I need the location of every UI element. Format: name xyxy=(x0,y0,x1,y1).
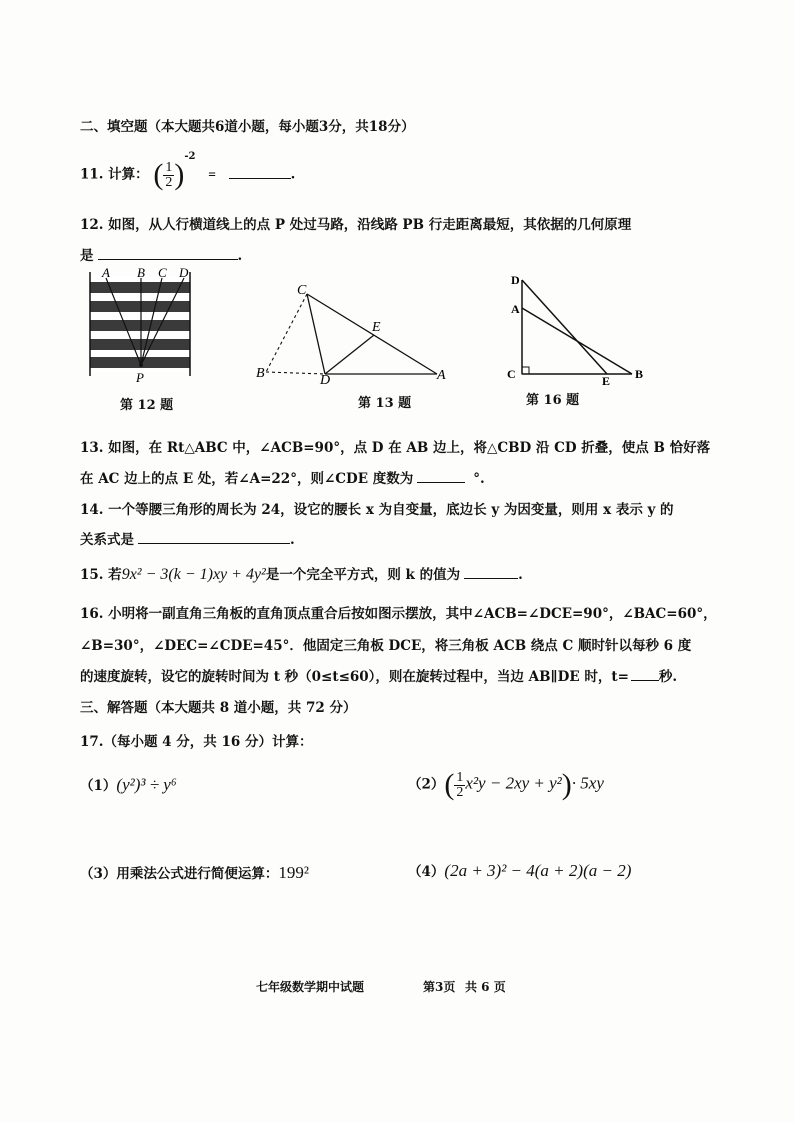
fig16-label-b: B xyxy=(635,367,644,381)
question-16-line2: ∠B=30°，∠DEC=∠CDE=45°．他固定三角板 DCE，将三角板 ACB 绕点 C 顺时针以每秒 6 度 xyxy=(80,638,692,654)
footer-exam-title: 七年级数学期中试题 xyxy=(256,980,365,994)
section-title-solutions: 三、解答题（本大题共 8 道小题，共 72 分） xyxy=(80,700,357,716)
fig16-label-d: D xyxy=(511,273,520,287)
question-15: 15. 若9x² − 3(k − 1)xy + 4y²是一个完全平方式，则 k 的值为 . xyxy=(80,566,523,583)
q17-part1: （1）(y²)³ ÷ y⁶ xyxy=(80,775,177,794)
section-title-fill-in: 二、填空题（本大题共6道小题，每小题3分，共18分） xyxy=(80,119,415,135)
figure-12-crosswalk xyxy=(86,266,194,384)
q17-part3: （3）用乘法公式进行简便运算：199² xyxy=(80,863,310,882)
q17-p1-expression: (y²)³ ÷ y⁶ xyxy=(116,775,177,794)
fig16-label-e: E xyxy=(602,374,611,386)
q11-prefix: 11. 计算： xyxy=(80,166,149,183)
question-16-line3: 的速度旋转，设它的旋转时间为 t 秒（0≤t≤60），则在旋转过程中，当边 AB∥DE 时，t= 秒. xyxy=(80,669,678,685)
q17-p3-expression: 199² xyxy=(278,863,310,882)
q11-exponent: -2 xyxy=(184,151,196,162)
fig16-label-c: C xyxy=(507,367,516,381)
q17-p4-expression: (2a + 3)² − 4(a + 2)(a − 2) xyxy=(444,861,632,880)
fig16-label-a: A xyxy=(511,302,520,316)
fig13-label-a: A xyxy=(437,368,446,383)
q13-answer-blank[interactable] xyxy=(417,482,465,483)
question-16-line1: 16. 小明将一副直角三角板的直角顶点重合后按如图示摆放，其中∠ACB=∠DCE=90°，∠BAC=60°， xyxy=(80,606,717,622)
q17-p2-expression: x²y − 2xy + y² xyxy=(465,773,562,793)
fig12-label-d: D xyxy=(179,266,189,280)
q12-answer-blank[interactable] xyxy=(98,259,238,260)
fig13-caption: 第 13 题 xyxy=(358,396,412,411)
question-14-line1: 14. 一个等腰三角形的周长为 24，设它的腰长 x 为自变量，底边长 y 为因变量，则用 x 表示 y 的 xyxy=(80,502,674,518)
fig13-label-d: D xyxy=(320,373,331,384)
q17-part4: （4）(2a + 3)² − 4(a + 2)(a − 2) xyxy=(408,861,632,880)
question-11: 11. 计算： ( $\frac{1}{2}$ )$^{-2}$ = . xyxy=(80,151,296,191)
fig16-caption: 第 16 题 xyxy=(526,393,580,408)
question-14-line2: 关系式是 . xyxy=(80,532,295,548)
q15-answer-blank[interactable] xyxy=(464,578,518,579)
figure-13-triangle xyxy=(252,280,452,384)
fig12-label-c: C xyxy=(158,266,167,280)
fig12-caption: 第 12 题 xyxy=(120,398,174,413)
footer-page-number: 第3页 xyxy=(423,980,456,994)
fig12-label-b: B xyxy=(137,266,145,280)
q17-p2-fraction: $\frac{1}{2}$ xyxy=(456,769,464,800)
question-13-line1: 13. 如图，在 Rt△ABC 中，∠ACB=90°，点 D 在 AB 边上，将△CBD 沿 CD 折叠，使点 B 恰好落 xyxy=(80,440,711,456)
figure-16-set-squares xyxy=(502,266,652,386)
q14-answer-blank[interactable] xyxy=(138,543,290,544)
fig13-label-b: B xyxy=(256,366,265,381)
question-13-line2: 在 AC 边上的点 E 处，若∠A=22°，则∠CDE 度数为 °. xyxy=(80,471,485,487)
fig13-label-c: C xyxy=(297,283,307,298)
q11-fraction: $\frac{1}{2}$ xyxy=(165,159,173,190)
fig13-label-e: E xyxy=(372,320,381,335)
footer-total-pages: 共 6 页 xyxy=(465,980,506,994)
question-17-title: 17.（每小题 4 分，共 16 分）计算： xyxy=(80,734,313,750)
question-12-line2: 是 . xyxy=(80,248,243,264)
question-12-line1: 12. 如图，从人行横道线上的点 P 处过马路，沿线路 PB 行走距离最短，其依据的几何原理 xyxy=(80,217,632,233)
q16-answer-blank[interactable] xyxy=(631,680,659,681)
fig12-label-a: A xyxy=(102,266,110,280)
q11-answer-blank[interactable] xyxy=(229,178,291,179)
fig12-label-p: P xyxy=(136,370,144,384)
q15-expression: 9x² − 3(k − 1)xy + 4y² xyxy=(121,566,266,583)
q17-part2: （2）( $\frac{1}{2}$ x²y − 2xy + y²)· 5xy xyxy=(408,768,604,801)
